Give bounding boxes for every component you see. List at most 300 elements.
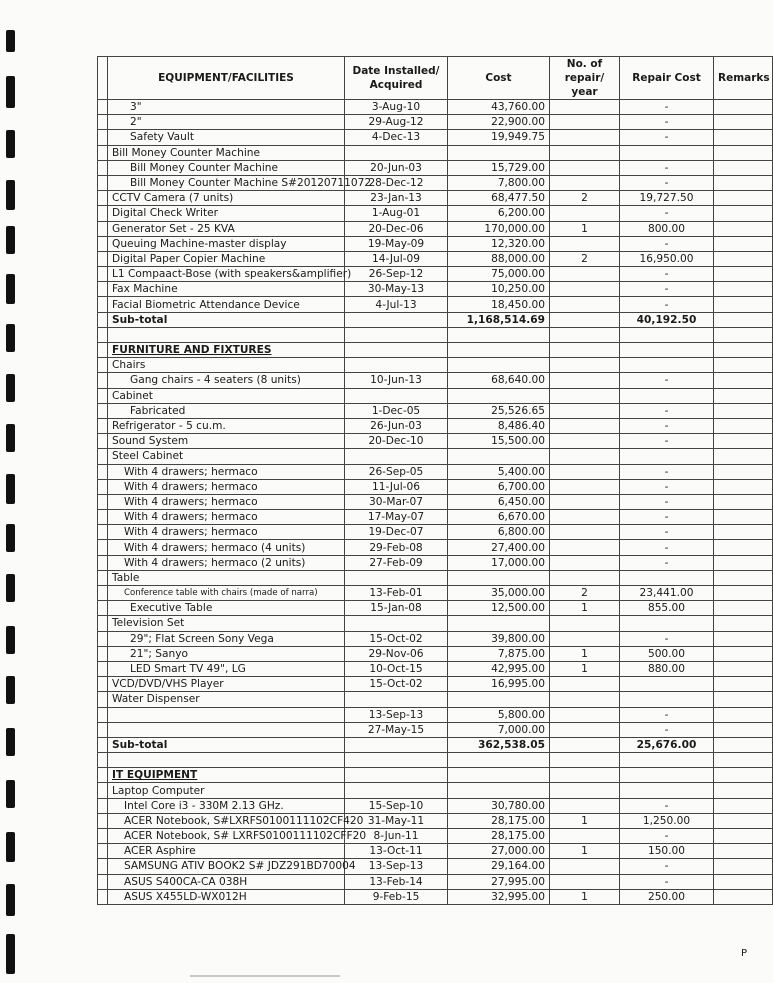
margin-cell (98, 388, 108, 403)
repair-count-cell (550, 464, 620, 479)
item-name: Digital Paper Copier Machine (108, 251, 345, 266)
item-name: Digital Check Writer (108, 206, 345, 221)
remarks-cell (714, 130, 773, 145)
cost-cell: 12,500.00 (448, 601, 550, 616)
table-row (98, 373, 773, 388)
repair-cost-cell: - (620, 160, 714, 175)
table-row (98, 829, 773, 844)
remarks-cell (714, 479, 773, 494)
item-name (108, 722, 345, 737)
margin-cell (98, 677, 108, 692)
empty-cell (714, 327, 773, 342)
margin-cell (98, 753, 108, 768)
remarks-cell (714, 115, 773, 130)
margin-cell (98, 327, 108, 342)
margin-cell (98, 570, 108, 585)
repair-cost-cell (620, 616, 714, 631)
table-row (98, 494, 773, 509)
repair-cost-cell: - (620, 707, 714, 722)
binder-hole (6, 524, 15, 552)
table-row (98, 282, 773, 297)
binder-hole (6, 226, 15, 254)
item-name: 3" (108, 100, 345, 115)
empty-cell (550, 753, 620, 768)
cost-cell: 1,168,514.69 (448, 312, 550, 327)
item-name: Facial Biometric Attendance Device (108, 297, 345, 312)
cost-cell: 16,995.00 (448, 677, 550, 692)
item-name: Generator Set - 25 KVA (108, 221, 345, 236)
item-name: VCD/DVD/VHS Player (108, 677, 345, 692)
cost-cell (448, 145, 550, 160)
margin-cell (98, 631, 108, 646)
repair-count-cell (550, 449, 620, 464)
item-name: Bill Money Counter Machine (108, 145, 345, 160)
remarks-cell (714, 358, 773, 373)
table-row (98, 616, 773, 631)
margin-cell (98, 692, 108, 707)
date-cell: 13-Feb-14 (345, 874, 448, 889)
repair-count-cell (550, 418, 620, 433)
remarks-cell (714, 206, 773, 221)
repair-cost-cell: - (620, 373, 714, 388)
repair-count-cell: 1 (550, 844, 620, 859)
empty-cell (448, 753, 550, 768)
margin-cell (98, 829, 108, 844)
table-row (98, 737, 773, 752)
item-name: With 4 drawers; hermaco (108, 464, 345, 479)
item-name: Fax Machine (108, 282, 345, 297)
table-row (98, 889, 773, 904)
table-row (98, 327, 773, 342)
cost-cell: 27,995.00 (448, 874, 550, 889)
remarks-cell (714, 434, 773, 449)
repair-count-cell (550, 434, 620, 449)
cost-cell: 6,450.00 (448, 494, 550, 509)
table-row (98, 631, 773, 646)
table-row (98, 175, 773, 190)
date-cell: 29-Feb-08 (345, 540, 448, 555)
remarks-cell (714, 829, 773, 844)
repairs-header: No. of repair/ year (550, 57, 620, 100)
cost-cell: 8,486.40 (448, 418, 550, 433)
cost-cell: 10,250.00 (448, 282, 550, 297)
table-row (98, 661, 773, 676)
item-name: Bill Money Counter Machine (108, 160, 345, 175)
remarks-cell (714, 783, 773, 798)
item-name: Intel Core i3 - 330M 2.13 GHz. (108, 798, 345, 813)
repair-cost-cell: - (620, 267, 714, 282)
item-name: ACER Asphire (108, 844, 345, 859)
table-row (98, 160, 773, 175)
margin-cell (98, 586, 108, 601)
margin-cell (98, 100, 108, 115)
table-row (98, 692, 773, 707)
margin-cell (98, 403, 108, 418)
repair-cost-cell: 800.00 (620, 221, 714, 236)
table-row (98, 646, 773, 661)
date-cell: 15-Sep-10 (345, 798, 448, 813)
cost-cell (448, 449, 550, 464)
date-cell: 13-Feb-01 (345, 586, 448, 601)
repair-cost-cell: 25,676.00 (620, 737, 714, 752)
date-cell: 31-May-11 (345, 813, 448, 828)
table-row (98, 267, 773, 282)
item-name: Cabinet (108, 388, 345, 403)
empty-cell (550, 768, 620, 783)
cost-cell: 28,175.00 (448, 813, 550, 828)
remarks-cell (714, 692, 773, 707)
repair-count-cell (550, 874, 620, 889)
remarks-cell (714, 312, 773, 327)
repair-cost-cell: - (620, 206, 714, 221)
remarks-cell (714, 160, 773, 175)
empty-cell (345, 768, 448, 783)
table-row (98, 191, 773, 206)
repair-count-cell: 1 (550, 661, 620, 676)
table-row (98, 874, 773, 889)
table-row (98, 145, 773, 160)
margin-header (98, 57, 108, 100)
date-cell: 15-Oct-02 (345, 631, 448, 646)
table-row (98, 418, 773, 433)
margin-cell (98, 175, 108, 190)
date-cell: 26-Sep-12 (345, 267, 448, 282)
table-row (98, 722, 773, 737)
repair-count-cell (550, 829, 620, 844)
repair-count-cell (550, 570, 620, 585)
cost-cell (448, 692, 550, 707)
repair-cost-cell: - (620, 540, 714, 555)
repair-count-cell (550, 236, 620, 251)
margin-cell (98, 813, 108, 828)
item-name: 2" (108, 115, 345, 130)
binder-hole (6, 130, 15, 158)
cost-cell: 29,164.00 (448, 859, 550, 874)
cost-cell: 39,800.00 (448, 631, 550, 646)
repair-count-cell: 1 (550, 813, 620, 828)
margin-cell (98, 221, 108, 236)
cost-cell: 6,800.00 (448, 525, 550, 540)
remarks-cell (714, 373, 773, 388)
margin-cell (98, 525, 108, 540)
binder-hole (6, 884, 15, 916)
item-name: Conference table with chairs (made of narra) (108, 586, 345, 601)
repair-count-cell (550, 145, 620, 160)
repair-cost-cell: - (620, 631, 714, 646)
repair-cost-cell (620, 570, 714, 585)
remarks-cell (714, 494, 773, 509)
table-row (98, 859, 773, 874)
date-cell (345, 737, 448, 752)
margin-cell (98, 768, 108, 783)
empty-cell (550, 343, 620, 358)
remarks-cell (714, 236, 773, 251)
repair-cost-cell: - (620, 115, 714, 130)
repair-count-cell (550, 479, 620, 494)
repair-cost-header: Repair Cost (620, 57, 714, 100)
margin-cell (98, 661, 108, 676)
margin-cell (98, 449, 108, 464)
cost-cell: 28,175.00 (448, 829, 550, 844)
remarks-cell (714, 175, 773, 190)
date-cell: 20-Dec-10 (345, 434, 448, 449)
cost-cell: 32,995.00 (448, 889, 550, 904)
margin-cell (98, 494, 108, 509)
margin-cell (98, 859, 108, 874)
item-name: 29"; Flat Screen Sony Vega (108, 631, 345, 646)
date-cell: 4-Jul-13 (345, 297, 448, 312)
date-cell: 20-Dec-06 (345, 221, 448, 236)
table-row (98, 753, 773, 768)
remarks-cell (714, 297, 773, 312)
cost-cell: 7,800.00 (448, 175, 550, 190)
remarks-cell (714, 859, 773, 874)
remarks-cell (714, 540, 773, 555)
margin-cell (98, 555, 108, 570)
margin-cell (98, 160, 108, 175)
date-cell (345, 570, 448, 585)
repair-count-cell (550, 540, 620, 555)
margin-cell (98, 874, 108, 889)
binder-hole (6, 626, 15, 654)
repair-count-cell: 2 (550, 251, 620, 266)
cost-cell: 170,000.00 (448, 221, 550, 236)
repair-cost-cell (620, 783, 714, 798)
empty-cell (108, 753, 345, 768)
table-row (98, 677, 773, 692)
empty-cell (345, 753, 448, 768)
binder-hole (6, 76, 15, 108)
item-name: Water Dispenser (108, 692, 345, 707)
header-row (98, 57, 773, 100)
cost-cell: 43,760.00 (448, 100, 550, 115)
repair-cost-cell: - (620, 130, 714, 145)
cost-cell (448, 570, 550, 585)
remarks-cell (714, 403, 773, 418)
date-cell: 28-Dec-12 (345, 175, 448, 190)
item-name: Sound System (108, 434, 345, 449)
item-name: CCTV Camera (7 units) (108, 191, 345, 206)
table-row (98, 434, 773, 449)
cost-cell: 7,875.00 (448, 646, 550, 661)
remarks-header: Remarks (714, 57, 773, 100)
binder-hole (6, 424, 15, 452)
remarks-cell (714, 464, 773, 479)
margin-cell (98, 145, 108, 160)
date-cell: 26-Sep-05 (345, 464, 448, 479)
remarks-cell (714, 646, 773, 661)
binder-hole (6, 832, 15, 862)
binder-hole (6, 574, 15, 602)
margin-cell (98, 646, 108, 661)
date-cell: 19-May-09 (345, 236, 448, 251)
table-row (98, 358, 773, 373)
repair-cost-cell: - (620, 859, 714, 874)
repair-count-cell (550, 403, 620, 418)
item-name: Fabricated (108, 403, 345, 418)
table-row (98, 555, 773, 570)
repair-cost-cell: - (620, 874, 714, 889)
date-cell: 23-Jan-13 (345, 191, 448, 206)
repair-count-cell (550, 373, 620, 388)
item-name: With 4 drawers; hermaco (108, 494, 345, 509)
repair-count-cell (550, 175, 620, 190)
repair-count-cell (550, 722, 620, 737)
cost-cell: 6,670.00 (448, 510, 550, 525)
repair-cost-cell: - (620, 418, 714, 433)
remarks-cell (714, 388, 773, 403)
empty-cell (448, 768, 550, 783)
repair-count-cell (550, 707, 620, 722)
table-row (98, 813, 773, 828)
date-cell (345, 358, 448, 373)
repair-cost-cell: - (620, 555, 714, 570)
repair-count-cell: 1 (550, 889, 620, 904)
date-cell: 30-May-13 (345, 282, 448, 297)
table-row (98, 479, 773, 494)
repair-cost-cell: 500.00 (620, 646, 714, 661)
repair-cost-cell: - (620, 494, 714, 509)
empty-cell (714, 343, 773, 358)
margin-cell (98, 601, 108, 616)
repair-cost-cell: - (620, 282, 714, 297)
empty-cell (448, 343, 550, 358)
cost-cell: 88,000.00 (448, 251, 550, 266)
repair-cost-cell (620, 358, 714, 373)
empty-cell (448, 327, 550, 342)
binder-hole (6, 374, 15, 402)
table-body (98, 100, 773, 905)
repair-cost-cell (620, 145, 714, 160)
item-name (108, 707, 345, 722)
table-row (98, 510, 773, 525)
repair-cost-cell: 40,192.50 (620, 312, 714, 327)
repair-cost-cell: - (620, 510, 714, 525)
item-name: With 4 drawers; hermaco (108, 510, 345, 525)
item-name: Table (108, 570, 345, 585)
table-row (98, 783, 773, 798)
repair-cost-cell (620, 677, 714, 692)
item-name: ASUS S400CA-CA 038H (108, 874, 345, 889)
remarks-cell (714, 282, 773, 297)
cost-cell: 25,526.65 (448, 403, 550, 418)
item-name: Television Set (108, 616, 345, 631)
item-name: Refrigerator - 5 cu.m. (108, 418, 345, 433)
table-row (98, 586, 773, 601)
date-cell: 30-Mar-07 (345, 494, 448, 509)
remarks-cell (714, 874, 773, 889)
margin-cell (98, 236, 108, 251)
binder-hole (6, 934, 15, 974)
inventory-table (97, 56, 773, 905)
date-cell: 17-May-07 (345, 510, 448, 525)
remarks-cell (714, 586, 773, 601)
date-cell: 3-Aug-10 (345, 100, 448, 115)
cost-cell (448, 358, 550, 373)
cost-cell: 6,700.00 (448, 479, 550, 494)
date-cell: 10-Jun-13 (345, 373, 448, 388)
item-name: Sub-total (108, 312, 345, 327)
section-heading: FURNITURE AND FIXTURES (108, 343, 345, 358)
binder-hole (6, 180, 15, 210)
repair-count-cell (550, 510, 620, 525)
table-row (98, 100, 773, 115)
table-row (98, 206, 773, 221)
repair-count-cell (550, 297, 620, 312)
cost-cell (448, 783, 550, 798)
margin-cell (98, 267, 108, 282)
empty-cell (620, 768, 714, 783)
margin-cell (98, 434, 108, 449)
margin-cell (98, 540, 108, 555)
item-name: 21"; Sanyo (108, 646, 345, 661)
cost-cell (448, 388, 550, 403)
margin-cell (98, 191, 108, 206)
binder-hole (6, 728, 15, 756)
remarks-cell (714, 191, 773, 206)
table-row (98, 115, 773, 130)
table-row (98, 844, 773, 859)
empty-cell (620, 343, 714, 358)
date-cell: 26-Jun-03 (345, 418, 448, 433)
binder-hole (6, 324, 15, 352)
table-row (98, 601, 773, 616)
remarks-cell (714, 661, 773, 676)
date-cell (345, 145, 448, 160)
item-name: Chairs (108, 358, 345, 373)
repair-cost-cell: 880.00 (620, 661, 714, 676)
binder-hole (6, 676, 15, 704)
table-row (98, 312, 773, 327)
margin-cell (98, 358, 108, 373)
item-name: With 4 drawers; hermaco (108, 479, 345, 494)
item-name: Queuing Machine-master display (108, 236, 345, 251)
date-cell: 13-Sep-13 (345, 859, 448, 874)
repair-cost-cell: - (620, 479, 714, 494)
date-cell (345, 783, 448, 798)
empty-cell (345, 343, 448, 358)
repair-cost-cell: 1,250.00 (620, 813, 714, 828)
remarks-cell (714, 555, 773, 570)
cost-cell: 18,450.00 (448, 297, 550, 312)
cost-cell: 19,949.75 (448, 130, 550, 145)
empty-cell (108, 327, 345, 342)
date-cell (345, 388, 448, 403)
table-row (98, 251, 773, 266)
repair-cost-cell: - (620, 403, 714, 418)
table-row (98, 449, 773, 464)
repair-cost-cell: - (620, 798, 714, 813)
remarks-cell (714, 813, 773, 828)
repair-count-cell (550, 100, 620, 115)
date-cell: 27-May-15 (345, 722, 448, 737)
date-cell (345, 616, 448, 631)
margin-cell (98, 130, 108, 145)
repair-count-cell (550, 737, 620, 752)
date-cell: 27-Feb-09 (345, 555, 448, 570)
margin-cell (98, 844, 108, 859)
remarks-cell (714, 100, 773, 115)
cost-cell: 7,000.00 (448, 722, 550, 737)
item-name: Bill Money Counter Machine S#20120711072 (108, 175, 345, 190)
margin-cell (98, 373, 108, 388)
item-name: L1 Compaact-Bose (with speakers&amplifier) (108, 267, 345, 282)
margin-cell (98, 798, 108, 813)
repair-cost-cell: 19,727.50 (620, 191, 714, 206)
item-name: With 4 drawers; hermaco (108, 525, 345, 540)
cost-header: Cost (448, 57, 550, 100)
item-name: With 4 drawers; hermaco (2 units) (108, 555, 345, 570)
